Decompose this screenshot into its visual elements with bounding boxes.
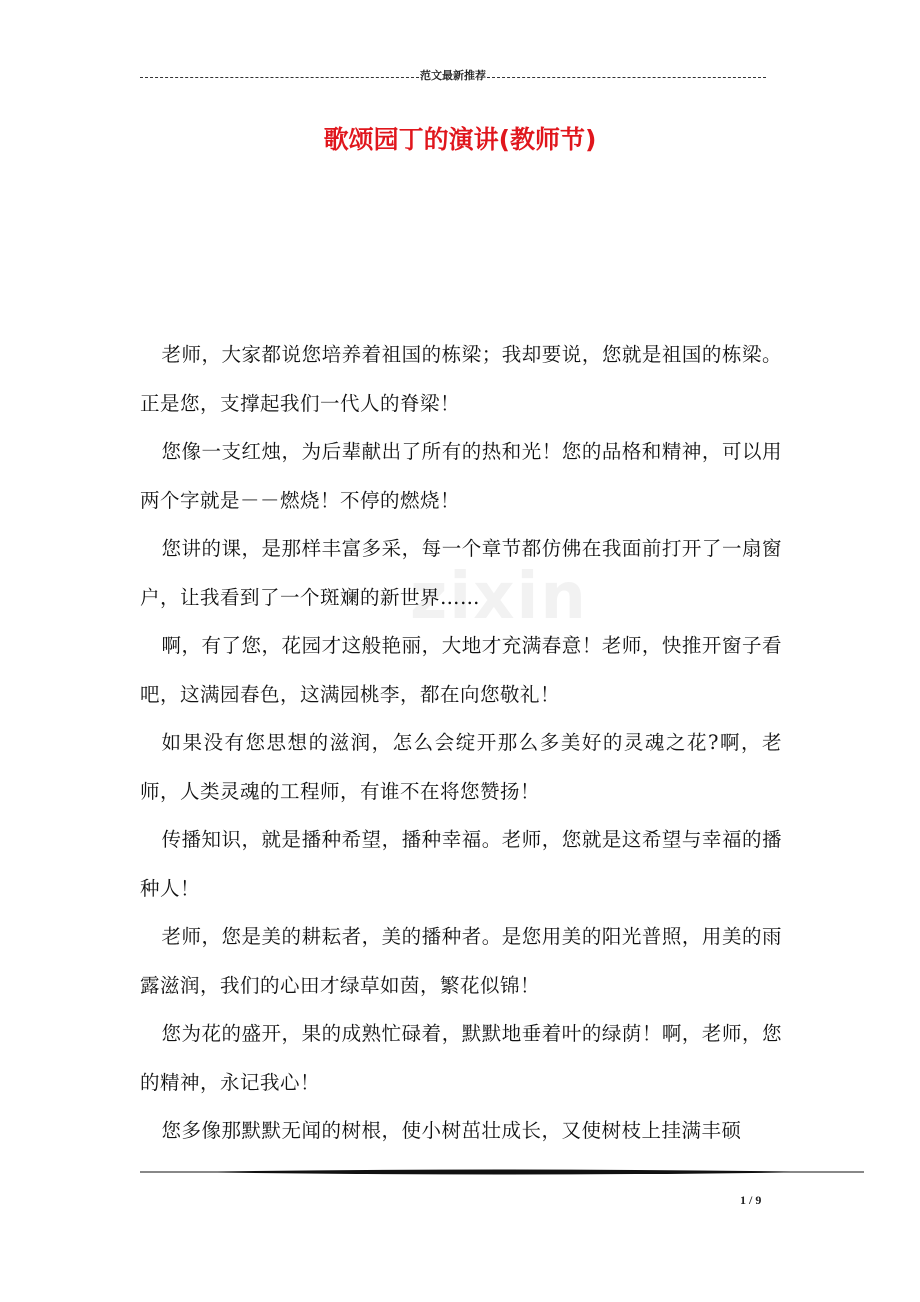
paragraph: 您多像那默默无闻的树根，使小树茁壮成长，又使树枝上挂满丰硕 <box>161 1119 742 1142</box>
document-title: 歌颂园丁的演讲(教师节) <box>323 125 597 154</box>
document-body <box>140 331 782 1156</box>
paragraph: 您讲的课，是那样丰富多采，每一个章节都仿佛在我面前打开了一扇窗户，让我看到了一个斑斓的新世界…… <box>140 537 782 609</box>
header-dash-right <box>487 77 766 78</box>
paragraph: 传播知识，就是播种希望，播种幸福。老师，您就是这希望与幸福的播种人！ <box>140 828 782 900</box>
paragraph: 老师，大家都说您培养着祖国的栋梁；我却要说，您就是祖国的栋梁。正是您，支撑起我们一代人的脊梁！ <box>140 343 782 415</box>
paragraph: 老师，您是美的耕耘者，美的播种者。是您用美的阳光普照，用美的雨露滋润，我们的心田才绿草如茵，繁花似锦！ <box>140 925 782 997</box>
paragraph: 您像一支红烛，为后辈献出了所有的热和光！您的品格和精神，可以用两个字就是－－燃烧！不停的燃烧！ <box>140 440 782 512</box>
paragraph: 啊，有了您，花园才这般艳丽，大地才充满春意！老师，快推开窗子看吧，这满园春色，这满园桃李，都在向您敬礼！ <box>140 634 782 706</box>
header-dash-left <box>140 77 419 78</box>
watermark: zixin <box>410 560 588 634</box>
page-number: 1 / 9 <box>740 1193 762 1207</box>
paragraph: 您为花的盛开，果的成熟忙碌着，默默地垂着叶的绿荫！啊，老师，您的精神，永记我心！ <box>140 1022 782 1094</box>
footer-rule <box>140 1166 864 1178</box>
header-label: 范文最新推荐 <box>420 69 486 82</box>
paragraph: 如果没有您思想的滋润，怎么会绽开那么多美好的灵魂之花?啊，老师，人类灵魂的工程师，有谁不在将您赞扬！ <box>140 731 782 803</box>
header-banner <box>140 68 766 84</box>
